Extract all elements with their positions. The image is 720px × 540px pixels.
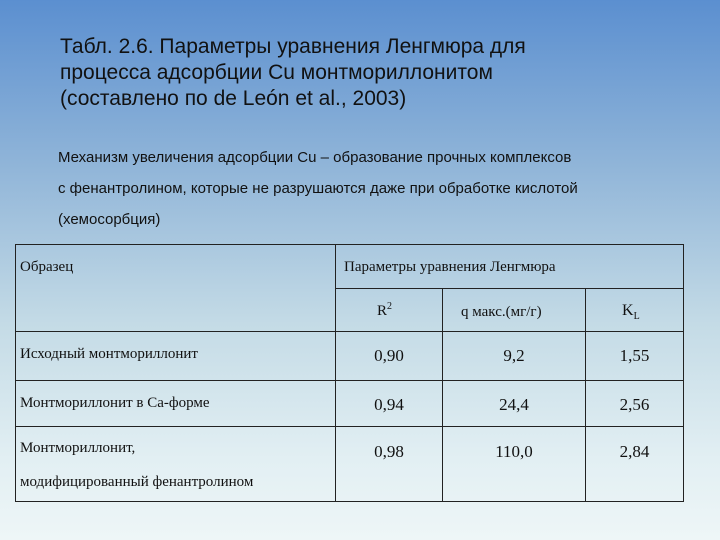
row-3-sample-line-1: Монтмориллонит, [20,440,136,456]
row-divider-1 [15,380,684,381]
table-border-left [15,244,16,502]
title-line-1: Табл. 2.6. Параметры уравнения Ленгмюра для [60,35,526,58]
header-sample: Образец [20,259,74,275]
row-3-q: 110,0 [495,442,533,461]
header-bottom-divider [15,331,684,332]
header-group-divider [335,288,684,289]
header-r-squared: $R^2$ [377,301,393,319]
table-border-top [15,244,684,245]
row-2-q: 24,4 [499,395,529,414]
table-border-bottom [15,501,684,502]
langmuir-parameters-table [15,244,684,502]
header-kl: $K_L$ [622,302,640,323]
description-text [58,142,708,235]
column-divider-sample [335,244,336,502]
header-q-max: q макс.(мг/г) [461,304,542,320]
header-langmuir-params: Параметры уравнения Ленгмюра [344,259,556,275]
description-line-3: (хемосорбция) [58,211,161,228]
description-line-1: Механизм увеличения адсорбции Cu – образование прочных комплексов [58,149,572,166]
row-3-kl: 2,84 [619,442,650,461]
table-border-right [683,244,684,502]
description-line-2: с фенантролином, которые не разрушаются даже при обработке кислотой [58,180,578,197]
row-2-r2: 0,94 [374,395,404,414]
title-line-2: процесса адсорбции Cu монтмориллонитом [60,61,493,84]
title-line-3: (составлено по de León et al., 2003) [60,87,407,110]
row-1-kl: 1,55 [619,346,650,365]
row-1-sample: Исходный монтмориллонит [20,346,198,362]
slide-title [60,34,700,112]
row-1-q: 9,2 [503,346,525,365]
row-2-kl: 2,56 [619,395,650,414]
row-2-sample: Монтмориллонит в Са-форме [20,395,210,411]
row-divider-2 [15,426,684,427]
row-3-sample-line-2: модифицированный фенантролином [20,474,254,490]
row-1-r2: 0,90 [374,346,404,365]
row-3-r2: 0,98 [374,442,404,461]
